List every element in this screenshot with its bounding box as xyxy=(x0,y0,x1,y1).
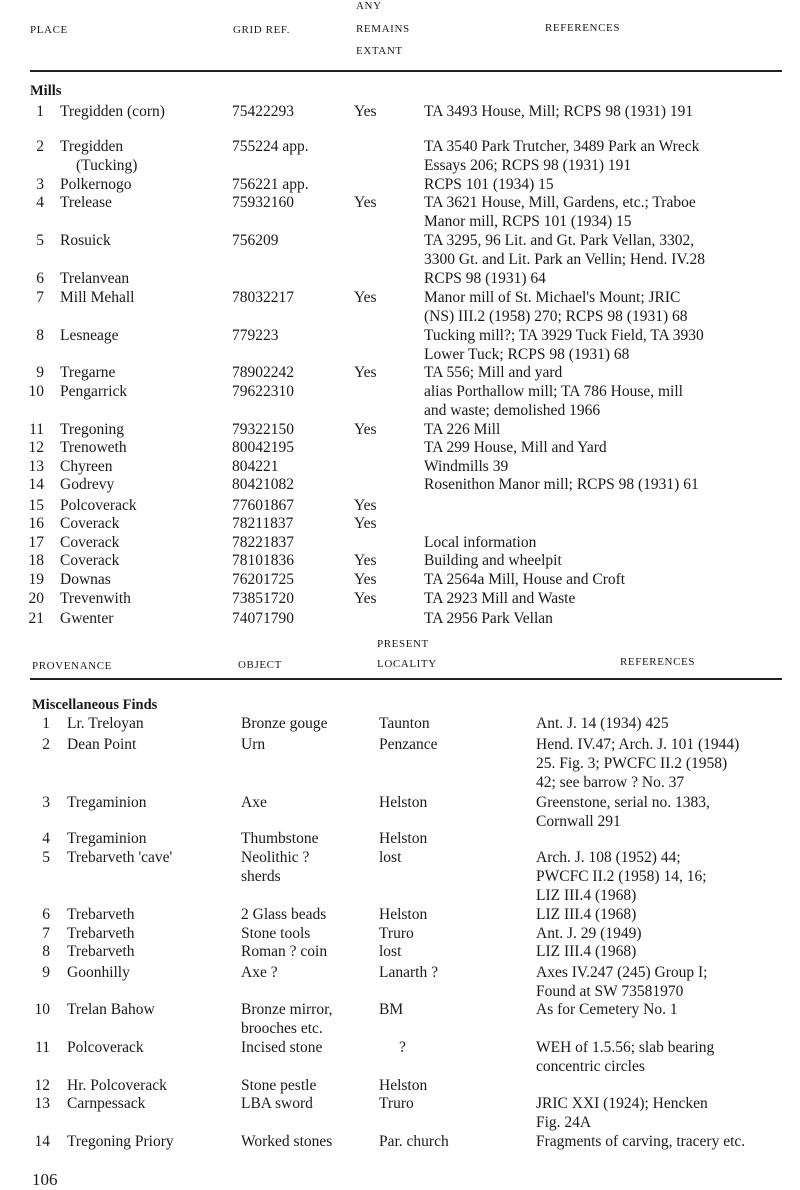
find-number: 11 xyxy=(35,1039,50,1056)
mill-place: Trenoweth xyxy=(60,439,127,456)
header-remains-2: REMAINS xyxy=(356,23,410,35)
mill-reference: TA 3540 Park Trutcher, 3489 Park an Wreck Essays 206; RCPS 98 (1931) 191 xyxy=(424,138,700,174)
mill-remains-extant: Yes xyxy=(354,289,377,306)
mill-place: Rosuick xyxy=(60,232,111,249)
mill-number: 5 xyxy=(36,232,44,249)
mill-number: 13 xyxy=(28,458,44,475)
mill-number: 2 xyxy=(36,138,44,155)
mills-header-rule xyxy=(30,70,782,72)
mill-grid-ref: 756221 app. xyxy=(232,176,309,193)
mill-place: Mill Mehall xyxy=(60,289,135,306)
mill-place: Coverack xyxy=(60,552,120,569)
mill-grid-ref: 75422293 xyxy=(232,103,294,120)
mill-place: Trelanvean xyxy=(60,270,130,287)
mill-remains-extant: Yes xyxy=(354,497,377,514)
find-provenance: Trebarveth xyxy=(67,906,135,923)
header-remains-1: ANY xyxy=(356,0,382,12)
find-number: 7 xyxy=(42,925,50,942)
find-number: 9 xyxy=(42,964,50,981)
mill-place: Godrevy xyxy=(60,476,115,493)
find-object: Bronze gouge xyxy=(241,715,328,732)
mill-reference: TA 299 House, Mill and Yard xyxy=(424,439,607,456)
find-provenance: Trebarveth 'cave' xyxy=(67,849,173,866)
find-number: 3 xyxy=(42,794,50,811)
find-locality: lost xyxy=(379,943,402,960)
mill-reference: Building and wheelpit xyxy=(424,552,562,569)
mill-reference: Local information xyxy=(424,534,537,551)
mill-remains-extant: Yes xyxy=(354,194,377,211)
mill-grid-ref: 755224 app. xyxy=(232,138,309,155)
mill-place: Trevenwith xyxy=(60,590,131,607)
find-provenance: Tregaminion xyxy=(67,794,147,811)
mill-reference: TA 226 Mill xyxy=(424,421,501,438)
find-number: 12 xyxy=(34,1077,50,1094)
mill-place: Polkernogo xyxy=(60,176,132,193)
mill-grid-ref: 80421082 xyxy=(232,476,294,493)
find-locality: Truro xyxy=(379,925,414,942)
mill-number: 6 xyxy=(36,270,44,287)
mill-number: 10 xyxy=(28,383,44,400)
find-locality: Helston xyxy=(379,830,428,847)
find-locality: BM xyxy=(379,1001,404,1018)
mill-remains-extant: Yes xyxy=(354,421,377,438)
mill-remains-extant: Yes xyxy=(354,103,377,120)
find-provenance: Trebarveth xyxy=(67,943,135,960)
find-locality: ? xyxy=(399,1039,406,1056)
mill-place: Chyreen xyxy=(60,458,113,475)
find-locality: lost xyxy=(379,849,402,866)
mill-number: 4 xyxy=(36,194,44,211)
mill-grid-ref: 78902242 xyxy=(232,364,294,381)
mill-place: Tregidden (Tucking) xyxy=(60,138,138,174)
mill-place: Tregoning xyxy=(60,421,125,438)
mill-grid-ref: 77601867 xyxy=(232,497,294,514)
finds-header-rule xyxy=(30,678,782,680)
finds-section-title: Miscellaneous Finds xyxy=(32,697,158,713)
find-reference: Fragments of carving, tracery etc. xyxy=(536,1133,746,1150)
find-provenance: Lr. Treloyan xyxy=(67,715,144,732)
find-object: Incised stone xyxy=(241,1039,323,1056)
page-number: 106 xyxy=(32,1170,58,1189)
find-number: 8 xyxy=(42,943,50,960)
mill-grid-ref: 78032217 xyxy=(232,289,294,306)
header-references: REFERENCES xyxy=(545,22,621,34)
find-reference: Greenstone, serial no. 1383, Cornwall 291 xyxy=(536,794,710,830)
mill-place: Gwenter xyxy=(60,610,114,627)
mill-place: Coverack xyxy=(60,534,120,551)
mill-reference: Manor mill of St. Michael's Mount; JRIC (NS) III.2 (1958) 270; RCPS 98 (1931) 68 xyxy=(424,289,688,325)
mill-reference: TA 3295, 96 Lit. and Gt. Park Vellan, 3302, 3300 Gt. and Lit. Park an Vellin; Hend. IV.28 xyxy=(424,232,705,268)
mill-grid-ref: 79322150 xyxy=(232,421,294,438)
mill-number: 15 xyxy=(28,497,44,514)
find-object: Neolithic ? sherds xyxy=(241,849,310,885)
find-reference: Arch. J. 108 (1952) 44; PWCFC II.2 (1958) 14, 16; LIZ III.4 (1968) xyxy=(536,849,707,904)
find-number: 10 xyxy=(34,1001,50,1018)
header-remains-3: EXTANT xyxy=(356,45,403,57)
mill-number: 14 xyxy=(28,476,44,493)
find-locality: Penzance xyxy=(379,736,438,753)
mill-number: 12 xyxy=(28,439,44,456)
mill-number: 7 xyxy=(36,289,44,306)
header-grid-ref: GRID REF. xyxy=(233,24,291,36)
mill-reference: TA 3493 House, Mill; RCPS 98 (1931) 191 xyxy=(424,103,694,120)
find-reference: LIZ III.4 (1968) xyxy=(536,943,637,960)
find-locality: Helston xyxy=(379,1077,428,1094)
mill-grid-ref: 80042195 xyxy=(232,439,294,456)
mill-grid-ref: 779223 xyxy=(232,327,279,344)
mill-place: Coverack xyxy=(60,515,120,532)
mill-grid-ref: 756209 xyxy=(232,232,279,249)
mill-number: 18 xyxy=(28,552,44,569)
mill-number: 11 xyxy=(29,421,44,438)
find-provenance: Polcoverack xyxy=(67,1039,144,1056)
find-provenance: Carnpessack xyxy=(67,1095,146,1112)
find-reference: Ant. J. 29 (1949) xyxy=(536,925,642,942)
find-object: Worked stones xyxy=(241,1133,333,1150)
mill-number: 19 xyxy=(28,571,44,588)
mill-remains-extant: Yes xyxy=(354,590,377,607)
find-reference: WEH of 1.5.56; slab bearing concentric circles xyxy=(536,1039,715,1075)
mill-place: Polcoverack xyxy=(60,497,137,514)
find-object: 2 Glass beads xyxy=(241,906,327,923)
find-provenance: Tregaminion xyxy=(67,830,147,847)
mill-reference: RCPS 98 (1931) 64 xyxy=(424,270,546,287)
mill-place: Tregidden (corn) xyxy=(60,103,165,120)
mill-remains-extant: Yes xyxy=(354,552,377,569)
mill-grid-ref: 75932160 xyxy=(232,194,294,211)
find-number: 5 xyxy=(42,849,50,866)
mill-grid-ref: 74071790 xyxy=(232,610,294,627)
mill-reference: TA 3621 House, Mill, Gardens, etc.; Traboe Manor mill, RCPS 101 (1934) 15 xyxy=(424,194,696,230)
mill-place: Tregarne xyxy=(60,364,116,381)
find-provenance: Dean Point xyxy=(67,736,137,753)
find-provenance: Trelan Bahow xyxy=(67,1001,155,1018)
mill-reference: alias Porthallow mill; TA 786 House, mill and waste; demolished 1966 xyxy=(424,383,683,419)
mill-remains-extant: Yes xyxy=(354,515,377,532)
mill-grid-ref: 76201725 xyxy=(232,571,294,588)
mill-number: 8 xyxy=(36,327,44,344)
mill-number: 9 xyxy=(36,364,44,381)
find-locality: Truro xyxy=(379,1095,414,1112)
mill-reference: TA 2956 Park Vellan xyxy=(424,610,553,627)
find-locality: Taunton xyxy=(379,715,430,732)
header-provenance: PROVENANCE xyxy=(32,660,112,672)
find-object: Axe xyxy=(241,794,267,811)
find-number: 13 xyxy=(34,1095,50,1112)
mill-number: 17 xyxy=(28,534,44,551)
header-locality: LOCALITY xyxy=(377,658,437,670)
find-provenance: Goonhilly xyxy=(67,964,130,981)
mill-reference: TA 2564a Mill, House and Croft xyxy=(424,571,626,588)
find-object: Bronze mirror, brooches etc. xyxy=(241,1001,333,1037)
mill-remains-extant: Yes xyxy=(354,364,377,381)
find-number: 4 xyxy=(42,830,50,847)
mill-grid-ref: 78211837 xyxy=(232,515,294,532)
find-reference: LIZ III.4 (1968) xyxy=(536,906,637,923)
find-reference: JRIC XXI (1924); Hencken Fig. 24A xyxy=(536,1095,708,1131)
mill-grid-ref: 78101836 xyxy=(232,552,294,569)
mill-reference: RCPS 101 (1934) 15 xyxy=(424,176,554,193)
mill-reference: Rosenithon Manor mill; RCPS 98 (1931) 61 xyxy=(424,476,699,493)
find-locality: Helston xyxy=(379,794,428,811)
find-locality: Helston xyxy=(379,906,428,923)
find-locality: Lanarth ? xyxy=(379,964,438,981)
find-number: 1 xyxy=(42,715,50,732)
find-object: Stone tools xyxy=(241,925,311,942)
find-number: 14 xyxy=(34,1133,50,1150)
mill-reference: Windmills 39 xyxy=(424,458,509,475)
find-object: Axe ? xyxy=(241,964,278,981)
mill-place: Pengarrick xyxy=(60,383,128,400)
mill-reference: Tucking mill?; TA 3929 Tuck Field, TA 3930 Lower Tuck; RCPS 98 (1931) 68 xyxy=(424,327,704,363)
mill-number: 1 xyxy=(36,103,44,120)
mills-section-title: Mills xyxy=(30,83,62,99)
header-place: PLACE xyxy=(30,24,68,36)
find-provenance: Trebarveth xyxy=(67,925,135,942)
mill-number: 16 xyxy=(28,515,44,532)
mill-place: Downas xyxy=(60,571,111,588)
find-reference: As for Cemetery No. 1 xyxy=(536,1001,678,1018)
find-reference: Ant. J. 14 (1934) 425 xyxy=(536,715,669,732)
mill-place: Trelease xyxy=(60,194,112,211)
find-reference: Axes IV.247 (245) Group I; Found at SW 73581970 xyxy=(536,964,708,1000)
mill-grid-ref: 804221 xyxy=(232,458,279,475)
find-object: Urn xyxy=(241,736,266,753)
find-object: Thumbstone xyxy=(241,830,319,847)
find-locality: Par. church xyxy=(379,1133,449,1150)
find-provenance: Hr. Polcoverack xyxy=(67,1077,167,1094)
find-number: 2 xyxy=(42,736,50,753)
mill-grid-ref: 78221837 xyxy=(232,534,294,551)
mill-reference: TA 556; Mill and yard xyxy=(424,364,563,381)
find-number: 6 xyxy=(42,906,50,923)
mill-grid-ref: 73851720 xyxy=(232,590,294,607)
header-object: OBJECT xyxy=(238,659,282,671)
header-finds-references: REFERENCES xyxy=(620,656,696,668)
find-object: Roman ? coin xyxy=(241,943,328,960)
mill-number: 3 xyxy=(36,176,44,193)
header-present: PRESENT xyxy=(377,638,429,650)
find-provenance: Tregoning Priory xyxy=(67,1133,174,1150)
mill-reference: TA 2923 Mill and Waste xyxy=(424,590,576,607)
mill-remains-extant: Yes xyxy=(354,571,377,588)
mill-grid-ref: 79622310 xyxy=(232,383,294,400)
find-reference: Hend. IV.47; Arch. J. 101 (1944) 25. Fig. 3; PWCFC II.2 (1958) 42; see barrow ? No. 37 xyxy=(536,736,740,791)
mill-number: 20 xyxy=(28,590,44,607)
mill-number: 21 xyxy=(28,610,44,627)
find-object: LBA sword xyxy=(241,1095,313,1112)
find-object: Stone pestle xyxy=(241,1077,317,1094)
mill-place: Lesneage xyxy=(60,327,119,344)
